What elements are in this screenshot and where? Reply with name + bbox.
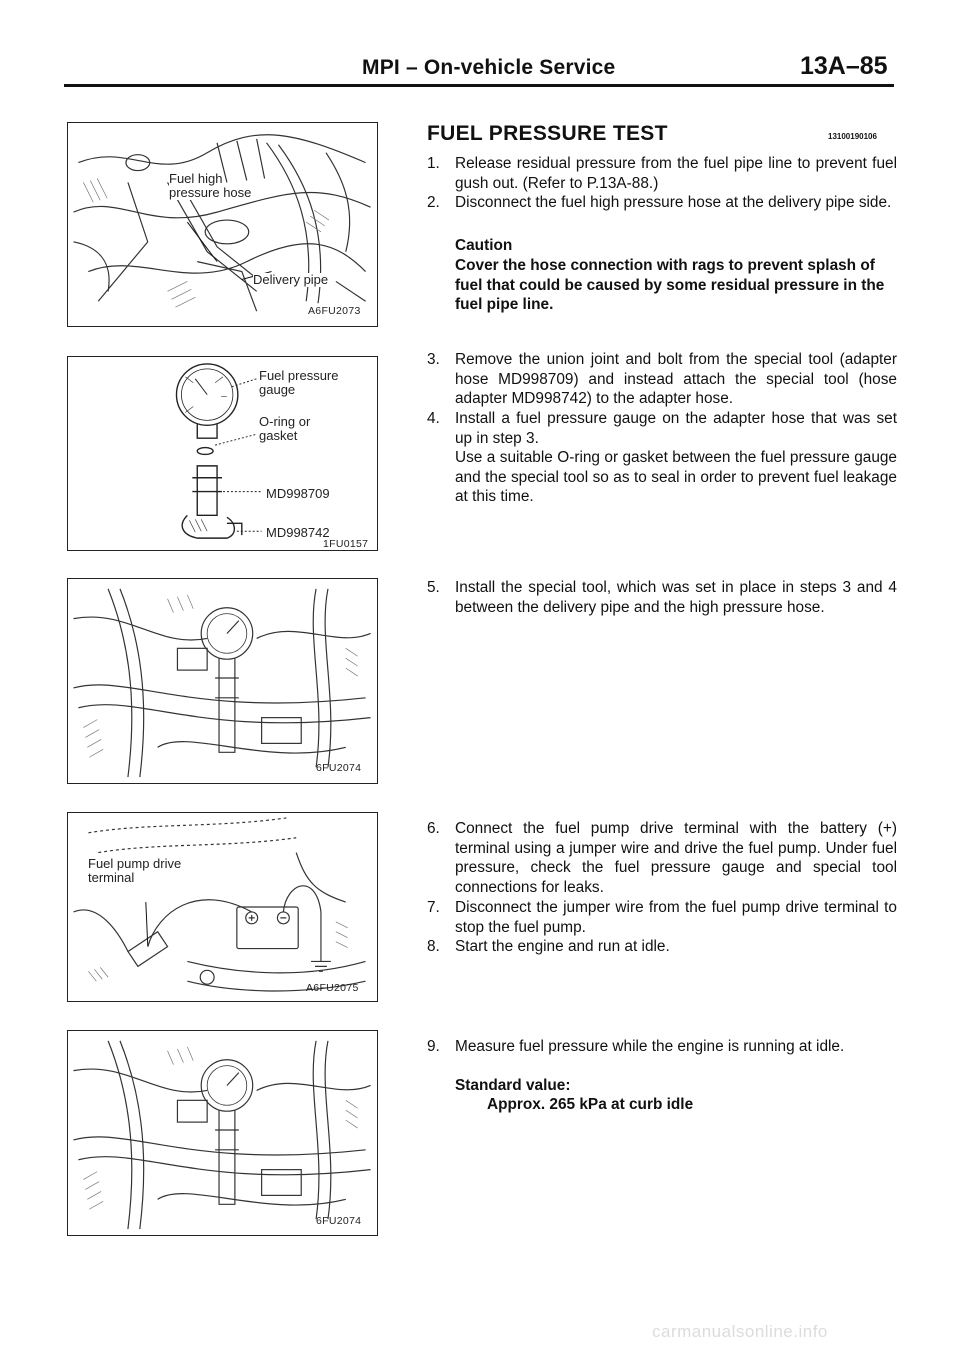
standard-value-label: Standard value: [455, 1077, 571, 1094]
step-8 [427, 937, 897, 957]
step-text: Start the engine and run at idle. [455, 938, 670, 955]
figure-delivery-pipe [67, 122, 378, 327]
label-gasket: gasket [259, 428, 298, 443]
step-6 [427, 819, 897, 897]
figure-code: A6FU2075 [306, 982, 359, 994]
label-delivery-pipe: Delivery pipe [253, 272, 329, 287]
step-text: Measure fuel pressure while the engine is running at idle. [455, 1038, 845, 1055]
step-number: 4. [427, 410, 440, 427]
figure-pump-terminal [67, 812, 378, 1002]
step-1 [427, 154, 897, 193]
figure-gauge-measure [67, 1030, 378, 1236]
step-4 [427, 409, 897, 507]
step-text: Install the special tool, which was set in place in steps 3 and 4 between the delivery pipe and the high pressure hose. [455, 579, 897, 616]
page-number: 13A–85 [800, 52, 888, 80]
step-9 [427, 1037, 897, 1057]
step-3 [427, 350, 897, 409]
step-2 [427, 193, 897, 213]
engine-illustration-5 [68, 1031, 377, 1235]
step-text: Remove the union joint and bolt from the special tool (adapter hose MD998709) and instead attach the special tool (hose adapter MD998742) to the adapter hose. [455, 351, 897, 408]
label-md998709: MD998709 [266, 486, 330, 501]
step-text: Release residual pressure from the fuel pipe line to prevent fuel gush out. (Refer to P.13A-88.) [455, 155, 897, 192]
figure-code: A6FU2073 [308, 305, 361, 317]
label-md998742: MD998742 [266, 525, 330, 540]
label-oring-or: O-ring or [259, 414, 311, 429]
page-header-title: MPI – On-vehicle Service [362, 56, 616, 79]
label-fuel-pump-drive: Fuel pump drive [88, 856, 182, 871]
step-4-extra-text: Use a suitable O-ring or gasket between the fuel pressure gauge and the special tool so as to seal in order to prevent fuel leakage at this time. [455, 449, 897, 506]
figure-code: 6FU2074 [316, 762, 362, 774]
step-number: 5. [427, 579, 440, 596]
step-number: 9. [427, 1038, 440, 1055]
label-fuel-pressure: Fuel pressure [259, 368, 339, 383]
section-code: 13100190106 [828, 132, 877, 141]
step-text: Disconnect the jumper wire from the fuel pump drive terminal to stop the fuel pump. [455, 899, 897, 936]
standard-value: Approx. 265 kPa at curb idle [487, 1096, 694, 1113]
engine-illustration-1 [68, 123, 377, 326]
step-number: 1. [427, 155, 440, 172]
figure-code: 1FU0157 [323, 538, 369, 550]
step-7 [427, 898, 897, 937]
step-number: 6. [427, 820, 440, 837]
step-text: Disconnect the fuel high pressure hose at the delivery pipe side. [455, 194, 892, 211]
step-number: 7. [427, 899, 440, 916]
caution-text: Cover the hose connection with rags to prevent splash of fuel that could be caused by some residual pressure in the fuel pipe line. [455, 257, 885, 314]
figure-gauge-installed [67, 578, 378, 784]
engine-illustration-3 [68, 579, 377, 783]
label-fuel-high: Fuel high [169, 171, 223, 186]
step-text: Install a fuel pressure gauge on the adapter hose that was set up in step 3. [455, 410, 897, 447]
step-number: 2. [427, 194, 440, 211]
caution-heading: Caution [455, 237, 513, 254]
battery-connection-illustration [68, 813, 377, 1001]
label-gauge: gauge [259, 382, 296, 397]
label-pressure-hose: pressure hose [169, 185, 252, 200]
step-text: Connect the fuel pump drive terminal with the battery (+) terminal using a jumper wire and drive the fuel pump. Under fuel pressure, check the fuel pressure gauge and special tool connections for leaks. [455, 820, 897, 896]
step-number: 3. [427, 351, 440, 368]
figure-code: 6FU2074 [316, 1215, 362, 1227]
step-5 [427, 578, 897, 617]
step-number: 8. [427, 938, 440, 955]
header-rule [64, 84, 894, 87]
figure-gauge-assembly [67, 356, 378, 551]
section-title: FUEL PRESSURE TEST [427, 122, 668, 145]
label-terminal: terminal [88, 870, 135, 885]
gauge-assembly-illustration [68, 357, 377, 550]
watermark: carmanualsonline.info [652, 1322, 828, 1341]
